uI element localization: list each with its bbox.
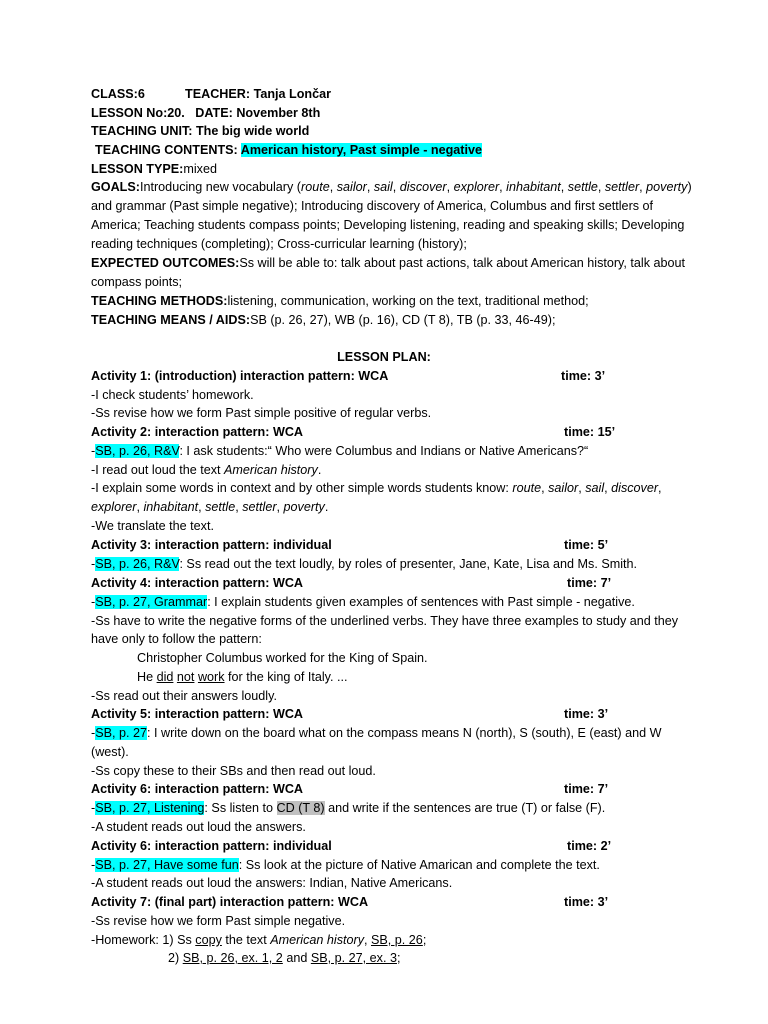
teaching-unit: TEACHING UNIT: The big wide world bbox=[91, 124, 310, 138]
activity-2-line-3: -I explain some words in context and by other simple words students know: route, sailor, sail, discover, bbox=[91, 481, 662, 495]
activity-4-example-2: He did not work for the king of Italy. ... bbox=[137, 670, 348, 684]
activity-2-title: Activity 2: interaction pattern: WCA bbox=[91, 425, 304, 439]
activity-6b-time: time: 2’ bbox=[567, 839, 612, 853]
class-teacher-line bbox=[91, 85, 332, 104]
class-label: CLASS:6 bbox=[91, 87, 145, 101]
outcomes-line-2: compass points; bbox=[91, 275, 182, 289]
activity-2-time: time: 15’ bbox=[564, 425, 616, 439]
goals-line-1: GOALS:Introducing new vocabulary (route, sailor, sail, discover, explorer, inhabitant, settle, settler, poverty) bbox=[91, 180, 692, 194]
activity-2-line-2: -I read out loud the text American history. bbox=[91, 463, 322, 477]
lesson-number: LESSON No:20. bbox=[91, 106, 185, 120]
activity-4-title: Activity 4: interaction pattern: WCA bbox=[91, 576, 304, 590]
activity-6-title: Activity 6: interaction pattern: WCA bbox=[91, 782, 304, 796]
cd-track-highlight: CD (T 8) bbox=[276, 801, 325, 815]
activity-5-line-1: -SB, p. 27: I write down on the board what on the compass means N (north), S (south), E (east) and W bbox=[91, 726, 662, 740]
homework-line-1: -Homework: 1) Ss copy the text American history, SB, p. 26; bbox=[91, 933, 427, 947]
activity-2-line-4: explorer, inhabitant, settle, settler, poverty. bbox=[91, 500, 329, 514]
activity-5-line-2: (west). bbox=[91, 745, 129, 759]
activity-7-time: time: 3’ bbox=[564, 895, 609, 909]
activity-2-line-1: -SB, p. 26, R&V: I ask students:“ Who were Columbus and Indians or Native Americans?“ bbox=[91, 444, 589, 458]
activity-2-ref: SB, p. 26, R&V bbox=[95, 444, 180, 458]
activity-6-line-2: -A student reads out loud the answers. bbox=[91, 820, 306, 834]
activity-4-line-3: have only to follow the pattern: bbox=[91, 632, 262, 646]
teacher-label: TEACHER: Tanja Lončar bbox=[185, 87, 332, 101]
activity-1-line-1: -I check students’ homework. bbox=[91, 388, 254, 402]
activity-7-title: Activity 7: (final part) interaction pattern: WCA bbox=[91, 895, 369, 909]
goals-line-4: reading techniques (completing); Cross-curricular learning (history); bbox=[91, 237, 467, 251]
lesson-type: LESSON TYPE:mixed bbox=[91, 162, 217, 176]
activity-6b-line-1: -SB, p. 27, Have some fun: Ss look at the picture of Native Amarican and complete the text. bbox=[91, 858, 600, 872]
activity-5-line-3: -Ss copy these to their SBs and then read out loud. bbox=[91, 764, 376, 778]
teaching-means: TEACHING MEANS / AIDS:SB (p. 26, 27), WB (p. 16), CD (T 8), TB (p. 33, 46-49); bbox=[91, 313, 556, 327]
activity-5-ref: SB, p. 27 bbox=[95, 726, 148, 740]
outcomes-line-1: EXPECTED OUTCOMES:Ss will be able to: talk about past actions, talk about American history, talk about bbox=[91, 256, 686, 270]
activity-3-line-1: -SB, p. 26, R&V: Ss read out the text loudly, by roles of presenter, Jane, Kate, Lisa and Ms. Smith. bbox=[91, 557, 638, 571]
lesson-date: DATE: November 8th bbox=[195, 106, 321, 120]
activity-6b-title: Activity 6: interaction pattern: individual bbox=[91, 839, 332, 853]
activity-3-title: Activity 3: interaction pattern: individual bbox=[91, 538, 332, 552]
activity-2-line-5: -We translate the text. bbox=[91, 519, 214, 533]
activity-4-line-1: -SB, p. 27, Grammar: I explain students given examples of sentences with Past simple - negative. bbox=[91, 595, 635, 609]
activity-5-title: Activity 5: interaction pattern: WCA bbox=[91, 707, 304, 721]
activity-3-time: time: 5’ bbox=[564, 538, 609, 552]
teaching-contents: TEACHING CONTENTS: American history, Past simple - negative bbox=[95, 143, 482, 157]
activity-5-time: time: 3’ bbox=[564, 707, 609, 721]
lesson-plan-title: LESSON PLAN: bbox=[337, 350, 431, 364]
contents-highlight: American history, Past simple - negative bbox=[240, 143, 482, 157]
activity-4-line-2: -Ss have to write the negative forms of the underlined verbs. They have three examples to study and they bbox=[91, 614, 679, 628]
homework-line-2: 2) SB, p. 26, ex. 1, 2 and SB, p. 27, ex. 3; bbox=[168, 951, 401, 965]
activity-1-line-2: -Ss revise how we form Past simple positive of regular verbs. bbox=[91, 406, 432, 420]
activity-4-ref: SB, p. 27, Grammar bbox=[95, 595, 208, 609]
activity-1-time: time: 3’ bbox=[561, 369, 606, 383]
activity-4-line-4: -Ss read out their answers loudly. bbox=[91, 689, 277, 703]
activity-6-time: time: 7’ bbox=[564, 782, 609, 796]
activity-3-ref: SB, p. 26, R&V bbox=[95, 557, 180, 571]
activity-4-example-1: Christopher Columbus worked for the King of Spain. bbox=[137, 651, 428, 665]
activity-7-line-1: -Ss revise how we form Past simple negative. bbox=[91, 914, 346, 928]
activity-6-line-1: -SB, p. 27, Listening: Ss listen to CD (T 8) and write if the sentences are true (T) or false (F). bbox=[91, 801, 606, 815]
activity-1-title: Activity 1: (introduction) interaction pattern: WCA bbox=[91, 369, 389, 383]
activity-6b-ref: SB, p. 27, Have some fun bbox=[95, 858, 239, 872]
teaching-methods: TEACHING METHODS:listening, communication, working on the text, traditional method; bbox=[91, 294, 589, 308]
activity-6b-line-2: -A student reads out loud the answers: Indian, Native Americans. bbox=[91, 876, 453, 890]
goals-line-3: America; Teaching students compass points; Developing listening, reading and speaking skills; Developing bbox=[91, 218, 685, 232]
activity-4-time: time: 7’ bbox=[567, 576, 612, 590]
lesson-date-line bbox=[91, 104, 320, 123]
activity-6-ref: SB, p. 27, Listening bbox=[95, 801, 205, 815]
goals-line-2: and grammar (Past simple negative); Introducing discovery of America, Columbus and first settlers of bbox=[91, 199, 654, 213]
